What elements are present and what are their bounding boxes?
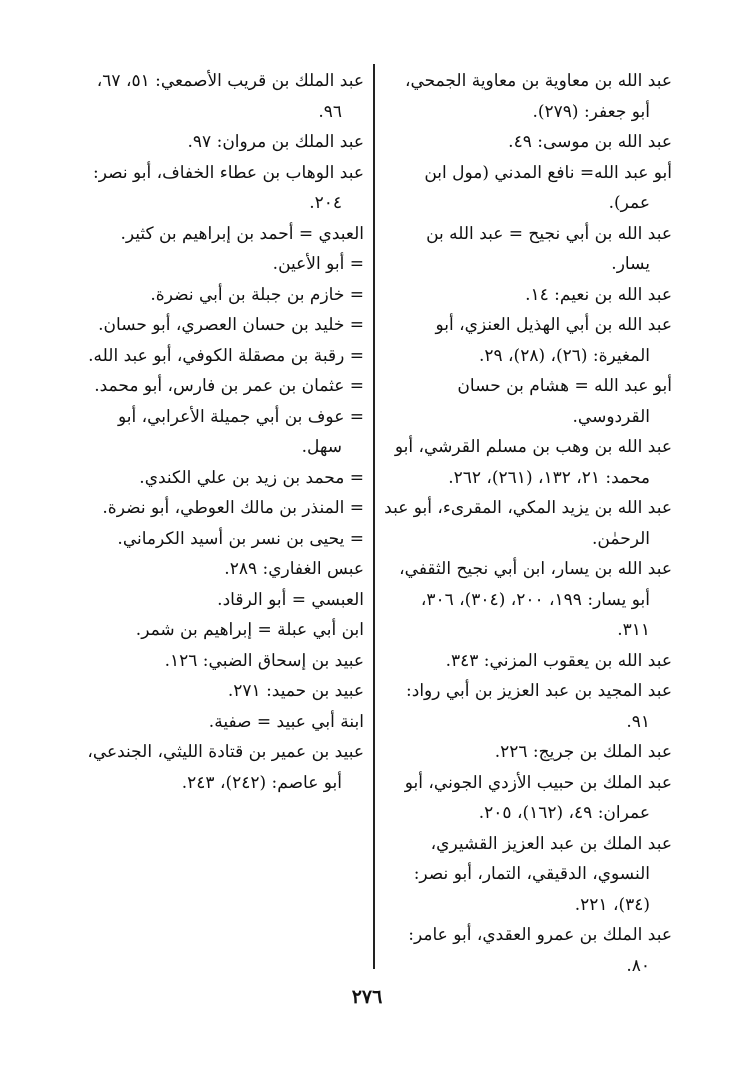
- left-column: [74, 66, 364, 798]
- column-divider: [373, 64, 375, 969]
- index-entry: عبد الله بن وهب بن مسلم القرشي، أبو محمد: ٢١، ١٣٢، (٢٦١)، ٢٦٢.: [394, 437, 672, 488]
- index-entry: عبد الملك بن قريب الأصمعي: ٥١، ٦٧، ٩٦.: [96, 71, 364, 122]
- index-entry: عبد الملك بن عمرو العقدي، أبو عامر: ٨٠.: [408, 925, 672, 976]
- index-entry: عبد الملك بن مروان: ٩٧.: [187, 132, 364, 152]
- index-entry: = يحيى بن نسر بن أسيد الكرماني.: [117, 528, 364, 549]
- index-entry: ابنة أبي عبيد = صفية.: [208, 711, 364, 732]
- index-entry: عبد الله بن يسار، ابن أبي نجيح الثقفي، أبو يسار: ١٩٩، ٢٠٠، (٣٠٤)، ٣٠٦، ٣١١.: [399, 559, 672, 640]
- index-entry: عبد الله بن معاوية بن معاوية الجمحي، أبو جعفر: (٢٧٩).: [404, 71, 672, 122]
- index-entry: عبد الملك بن عبد العزيز القشيري، النسوي، الدقيقي، التمار، أبو نصر: (٣٤)، ٢٢١.: [413, 833, 672, 915]
- index-entry: = خازم بن جبلة بن أبي نضرة.: [150, 284, 364, 305]
- index-entry: أبو عبد الله= نافع المدني (مول ابن عمر).: [424, 162, 672, 213]
- index-entry: = محمد بن زيد بن علي الكندي.: [139, 467, 364, 488]
- index-entry: عبد الله بن نعيم: ١٤.: [525, 284, 672, 305]
- index-entry: عبد الوهاب بن عطاء الخفاف، أبو نصر: ٢٠٤.: [93, 162, 364, 213]
- index-entry: عبد الله بن أبي نجيح = عبد الله بن يسار.: [426, 223, 672, 274]
- index-entry: = أبو الأعين.: [272, 254, 364, 274]
- index-entry: = خليد بن حسان العصري، أبو حسان.: [98, 315, 364, 335]
- index-entry: عبيد بن إسحاق الضبي: ١٢٦.: [164, 650, 364, 671]
- index-entry: عبد الله بن موسى: ٤٩.: [508, 132, 672, 152]
- index-entry: = رقبة بن مصقلة الكوفي، أبو عبد الله.: [88, 345, 364, 366]
- index-entry: العبسي = أبو الرقاد.: [217, 589, 364, 610]
- index-entry: = عوف بن أبي جميلة الأعرابي، أبو سهل.: [117, 406, 364, 457]
- index-entry: = المنذر بن مالك العوطي، أبو نضرة.: [102, 498, 364, 518]
- index-entry: = عثمان بن عمر بن فارس، أبو محمد.: [94, 376, 364, 396]
- index-entry: أبو عبد الله = هشام بن حسان القردوسي.: [457, 376, 672, 427]
- index-entry: عبد الله بن يعقوب المزني: ٣٤٣.: [445, 650, 672, 671]
- index-entry: عبس الغفاري: ٢٨٩.: [224, 559, 364, 579]
- index-entry: عبد الله بن أبي الهذيل العنزي، أبو المغيرة: (٢٦)، (٢٨)، ٢٩.: [435, 315, 672, 366]
- index-entry: عبيد بن عمير بن قتادة الليثي، الجندعي، أبو عاصم: (٢٤٢)، ٢٤٣.: [87, 742, 364, 793]
- index-entry: العبدي = أحمد بن إبراهيم بن كثير.: [120, 223, 364, 244]
- page-number: ٢٧٦: [351, 986, 383, 1008]
- index-entry: عبد الملك بن جريج: ٢٢٦.: [494, 742, 672, 762]
- right-column: [384, 66, 672, 981]
- index-entry: عبد المجيد بن عبد العزيز بن أبي رواد: ٩١.: [406, 681, 672, 732]
- index-entry: عبد الملك بن حبيب الأزدي الجوني، أبو عمران: ٤٩، (١٦٢)، ٢٠٥.: [404, 772, 672, 823]
- index-entry: ابن أبي عبلة = إبراهيم بن شمر.: [135, 620, 364, 640]
- index-entry: عبد الله بن يزيد المكي، المقرىء، أبو عبد الرحمٰن.: [384, 498, 672, 549]
- index-entry: عبيد بن حميد: ٢٧١.: [227, 681, 364, 701]
